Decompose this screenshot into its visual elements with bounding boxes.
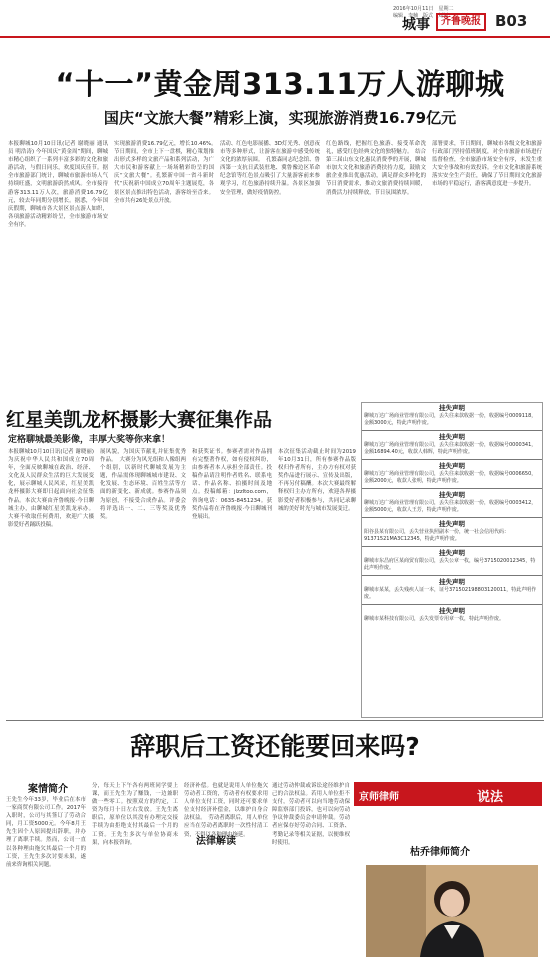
law-headline: 辞职后工资还能要回来吗? — [130, 732, 420, 761]
divider — [362, 575, 542, 576]
notice-body: 聊城市某科技有限公司，丢失发票专用章一枚，特此声明作废。 — [364, 616, 505, 622]
story3-col3: 经济补偿。也就是说用人单位拖欠劳动者工资的，劳动者有权要求用人单位支付工资，同时还可要求单位支付经济补偿金，以维护自身合法权益。 劳动者离职后，用人单位应当在劳动者离职时一次性付清工资，不得以各种理由拖延。 — [184, 783, 268, 838]
notice-column — [361, 402, 543, 718]
story1-col4: 红色路线，把握红色旅游、接受革命洗礼，感受红色经典文化的独特魅力。 结合第三届山东文化惠民消费季的开展，聊城市加大文化和旅游消费扶持力度，鼓励文旅企业推出优惠活动，满足群众多样化的节日消费需求，推动文旅消费持续回暖，消费活力持续释放，节日氛围浓厚。 — [326, 141, 426, 196]
story2-col4: 本次征集活动截止时间为2019年10月31日，所有参赛作品版权归作者所有，主办方有权对获奖作品进行展示、宣传及出版，不再另付稿酬。本次大赛最终解释权归主办方所有，欢迎各界摄影爱好者积极参与，共同记录聊城的美好时光与城市发展变迁。 — [278, 449, 356, 512]
lawyer-intro-heading: 枯乔律师简介 — [410, 847, 470, 858]
divider — [362, 488, 542, 489]
notice-title: 挂失声明 — [439, 433, 465, 441]
notice-title: 挂失声明 — [439, 520, 465, 528]
story2-col1: 本报聊城10月10日讯(记者 谢晓丽) 为庆祝中华人民共和国成立70周年，全面反映聊城在政治、经济、文化及人民群众生活的巨大发展变化，展示聊城人民风采，红星美凯龙杯摄影大赛即日起面向社会征集作品。本次大赛由齐鲁晚报·今日聊城主办，由聊城红星美凯龙承办。大赛不收取任何费用，欢迎广大摄影爱好者踊跃投稿。 — [8, 449, 94, 528]
case-intro-heading: 案情简介 — [28, 784, 68, 795]
story1-col2b — [114, 262, 214, 396]
story3-col4: 通过劳动仲裁或诉讼途径维护自己的合法权益。若用人单位拒不支付，劳动者可以向当地劳动保障监察部门投诉，也可以向劳动争议仲裁委员会申请仲裁。劳动者应保存好劳动合同、工资条、考勤记录等相关证据，以便维权时使用。 — [272, 783, 350, 846]
notice-body: 聊城万达广场商业管理有限公司，丢失往来款收据一份，收据编号0006650，金额2000元，收款人张明，特此声明作废。 — [364, 471, 537, 484]
notice-title: 挂失声明 — [439, 404, 465, 412]
header-rule — [0, 36, 550, 38]
spacer — [115, 140, 135, 141]
story1-col5: 部署要求，节日期间，聊城市各级文化和旅游行政部门坚持值班制度，对全市旅游市场进行监督检查，全市旅游市场安全有序，未发生重大安全事故和有效投诉。全市文化和旅游系统落实安全生产责任，确保了节日期间文化旅游市场的平稳运行，游客满意度进一步提升。 — [432, 141, 542, 188]
legal-analysis-heading: 法律解读 — [196, 836, 236, 847]
column-label: 京师律师 — [359, 792, 399, 803]
story3-col1: 王先生今年33岁，毕业后在本市一家商贸有限公司工作。2017年入职时，公司与其签订了劳动合同，月工资5000元。今年8月王先生因个人原因提出辞职，并办理了离职手续。然而，公司一直以各种理由拖欠其最后一个月的工资，王先生多次讨要未果，遂前来咨询相关问题。 — [6, 797, 86, 868]
lawyer-column-banner — [354, 782, 542, 806]
notice-body: 聊城万达广场商业管理有限公司，丢失往来款收据一份，收据编号0000341，金额16894.40元，收款人韩辉，特此声明作废。 — [364, 442, 537, 455]
story1-col3: 活动、红色电影展播、3D灯光秀、创意夜市等多种形式，让游客在旅游中感受传统文化的浓厚氛围。 孔繁森同志纪念馆、鲁西第一支抗日武装驻地、冀鲁豫边区革命纪念馆等红色景点吸引了大量游客前来参观学习，红色旅游持续升温。各景区加强安全管理，做好疫情防控。 — [220, 141, 320, 196]
story2-col3: 和获奖证书。参赛者需对作品拥有完整著作权，如有侵权纠纷，由参赛者本人承担全部责任。投稿作品请注明作者姓名、联系电话、作品名称、拍摄时间及地点。投稿邮箱：jlzzltoo.com，咨询电话：0635-8451234。获奖作品将在齐鲁晚报·今日聊城刊登展出。 — [192, 449, 272, 520]
lawyer-photo — [366, 865, 538, 957]
header-info: 2016年10月11日 星期二 编辑 李楠 版式 刘钊 — [393, 6, 454, 19]
notice-title: 挂失声明 — [439, 462, 465, 470]
photo-contest-subheadline: 定格聊城最美影像，丰厚大奖等你来拿！ — [8, 435, 171, 445]
notice-title: 挂失声明 — [439, 549, 465, 557]
newspaper-logo: 齐鲁晚报 — [436, 13, 486, 31]
notice-title: 挂失声明 — [439, 607, 465, 615]
notice-body: 聊城市某某，丢失残疾人证一本，证号371502198803120011，特此声明作废。 — [364, 587, 537, 600]
lawyer-portrait — [366, 865, 538, 957]
notice-body: 阳谷县某有限公司，丢失营业执照副本一份，统一社会信用代码：91371521MA3C12345，特此声明作废。 — [364, 529, 510, 542]
page-number: B03 — [495, 12, 528, 30]
main-headline: “十一”黄金周313.11万人游聊城 — [55, 67, 505, 101]
story1-col2: 实现旅游消费16.79亿元，增长10.46%。 节日期间，全市上下一盘棋，精心策划推出形式多样的文旅产品和系列活动，为广大市民和游客献上一场场精彩纷呈的国庆“文旅大餐”。孔繁新中国一省斗新时代“庆祝新中国成立70周年主题展览，各景区景点推出特色活动，游客纷至沓来。全市共有26处景点开放。 — [114, 141, 220, 204]
divider — [362, 604, 542, 605]
divider — [362, 459, 542, 460]
divider — [362, 546, 542, 547]
section-name: 城事 — [402, 17, 430, 33]
main-subheadline: 国庆“文旅大餐”精彩上演，实现旅游消费16.79亿元 — [103, 109, 457, 127]
column-name: 说法 — [477, 790, 504, 805]
divider — [362, 517, 542, 518]
divider — [362, 430, 542, 431]
notice-body: 聊城市东昌府区某商贸有限公司，丢失公章一枚，编号3715020012345，特此声明作废。 — [364, 558, 536, 571]
notice-body: 聊城万达广场商业管理有限公司，丢失往来款收据一份，收据编号0003412，金额5000元，收款人王芳，特此声明作废。 — [364, 500, 537, 513]
story3-col2: 分，每天上下午各有两班同学要上课，而王先生为了赚钱，一边兼职做一些零工。按照双方的约定，工资为每月十日左右发放。王先生离职后，原单位以其没有办理完交接手续为由拒绝支付其最后一个月的工资。王先生多次与单位协商未果，向本报咨询。 — [92, 783, 178, 846]
notice-title: 挂失声明 — [439, 578, 465, 586]
photo-contest-headline: 红星美凯龙杯摄影大赛征集作品 — [6, 409, 273, 431]
story2-col2: 展风貌，为国庆节献礼并征集优秀作品。 大赛分为风光组和人像组两个组别，以新时代聊城发展为主题，作品需体现聊城城市建设、文化发展、生态环境、百姓生活等方面的新变化、新成就。参赛作品须为原创，不接受合成作品。评委会将评选出一、二、三等奖及优秀奖。 — [100, 449, 186, 520]
notice-title: 挂失声明 — [439, 491, 465, 499]
notice-body: 聊城万达广场商业管理有限公司，丢失往来款收据一份，收据编号0009118，金额3000元，特此声明作废。 — [364, 413, 537, 426]
section-divider — [6, 720, 544, 721]
story1-col1: 本报聊城10月10日讯(记者 谢晓丽 通讯员 明浩涛) 今年国庆“黄金周”期间，聊城市精心组织了一系列丰富多彩的文化和旅游活动，与假日同乐，欢度国庆佳节。据全市旅游部门统计，聊城市旅游市场人气持续旺盛，文明旅游蔚然成风。全市接待游客313.11万人次，旅游消费16.79亿元，较去年同期分别增长。据悉，今年国庆假期，聊城市各大景区景点游人如织，各项旅游活动精彩纷呈，全市旅游市场安全有序。 — [8, 141, 108, 228]
